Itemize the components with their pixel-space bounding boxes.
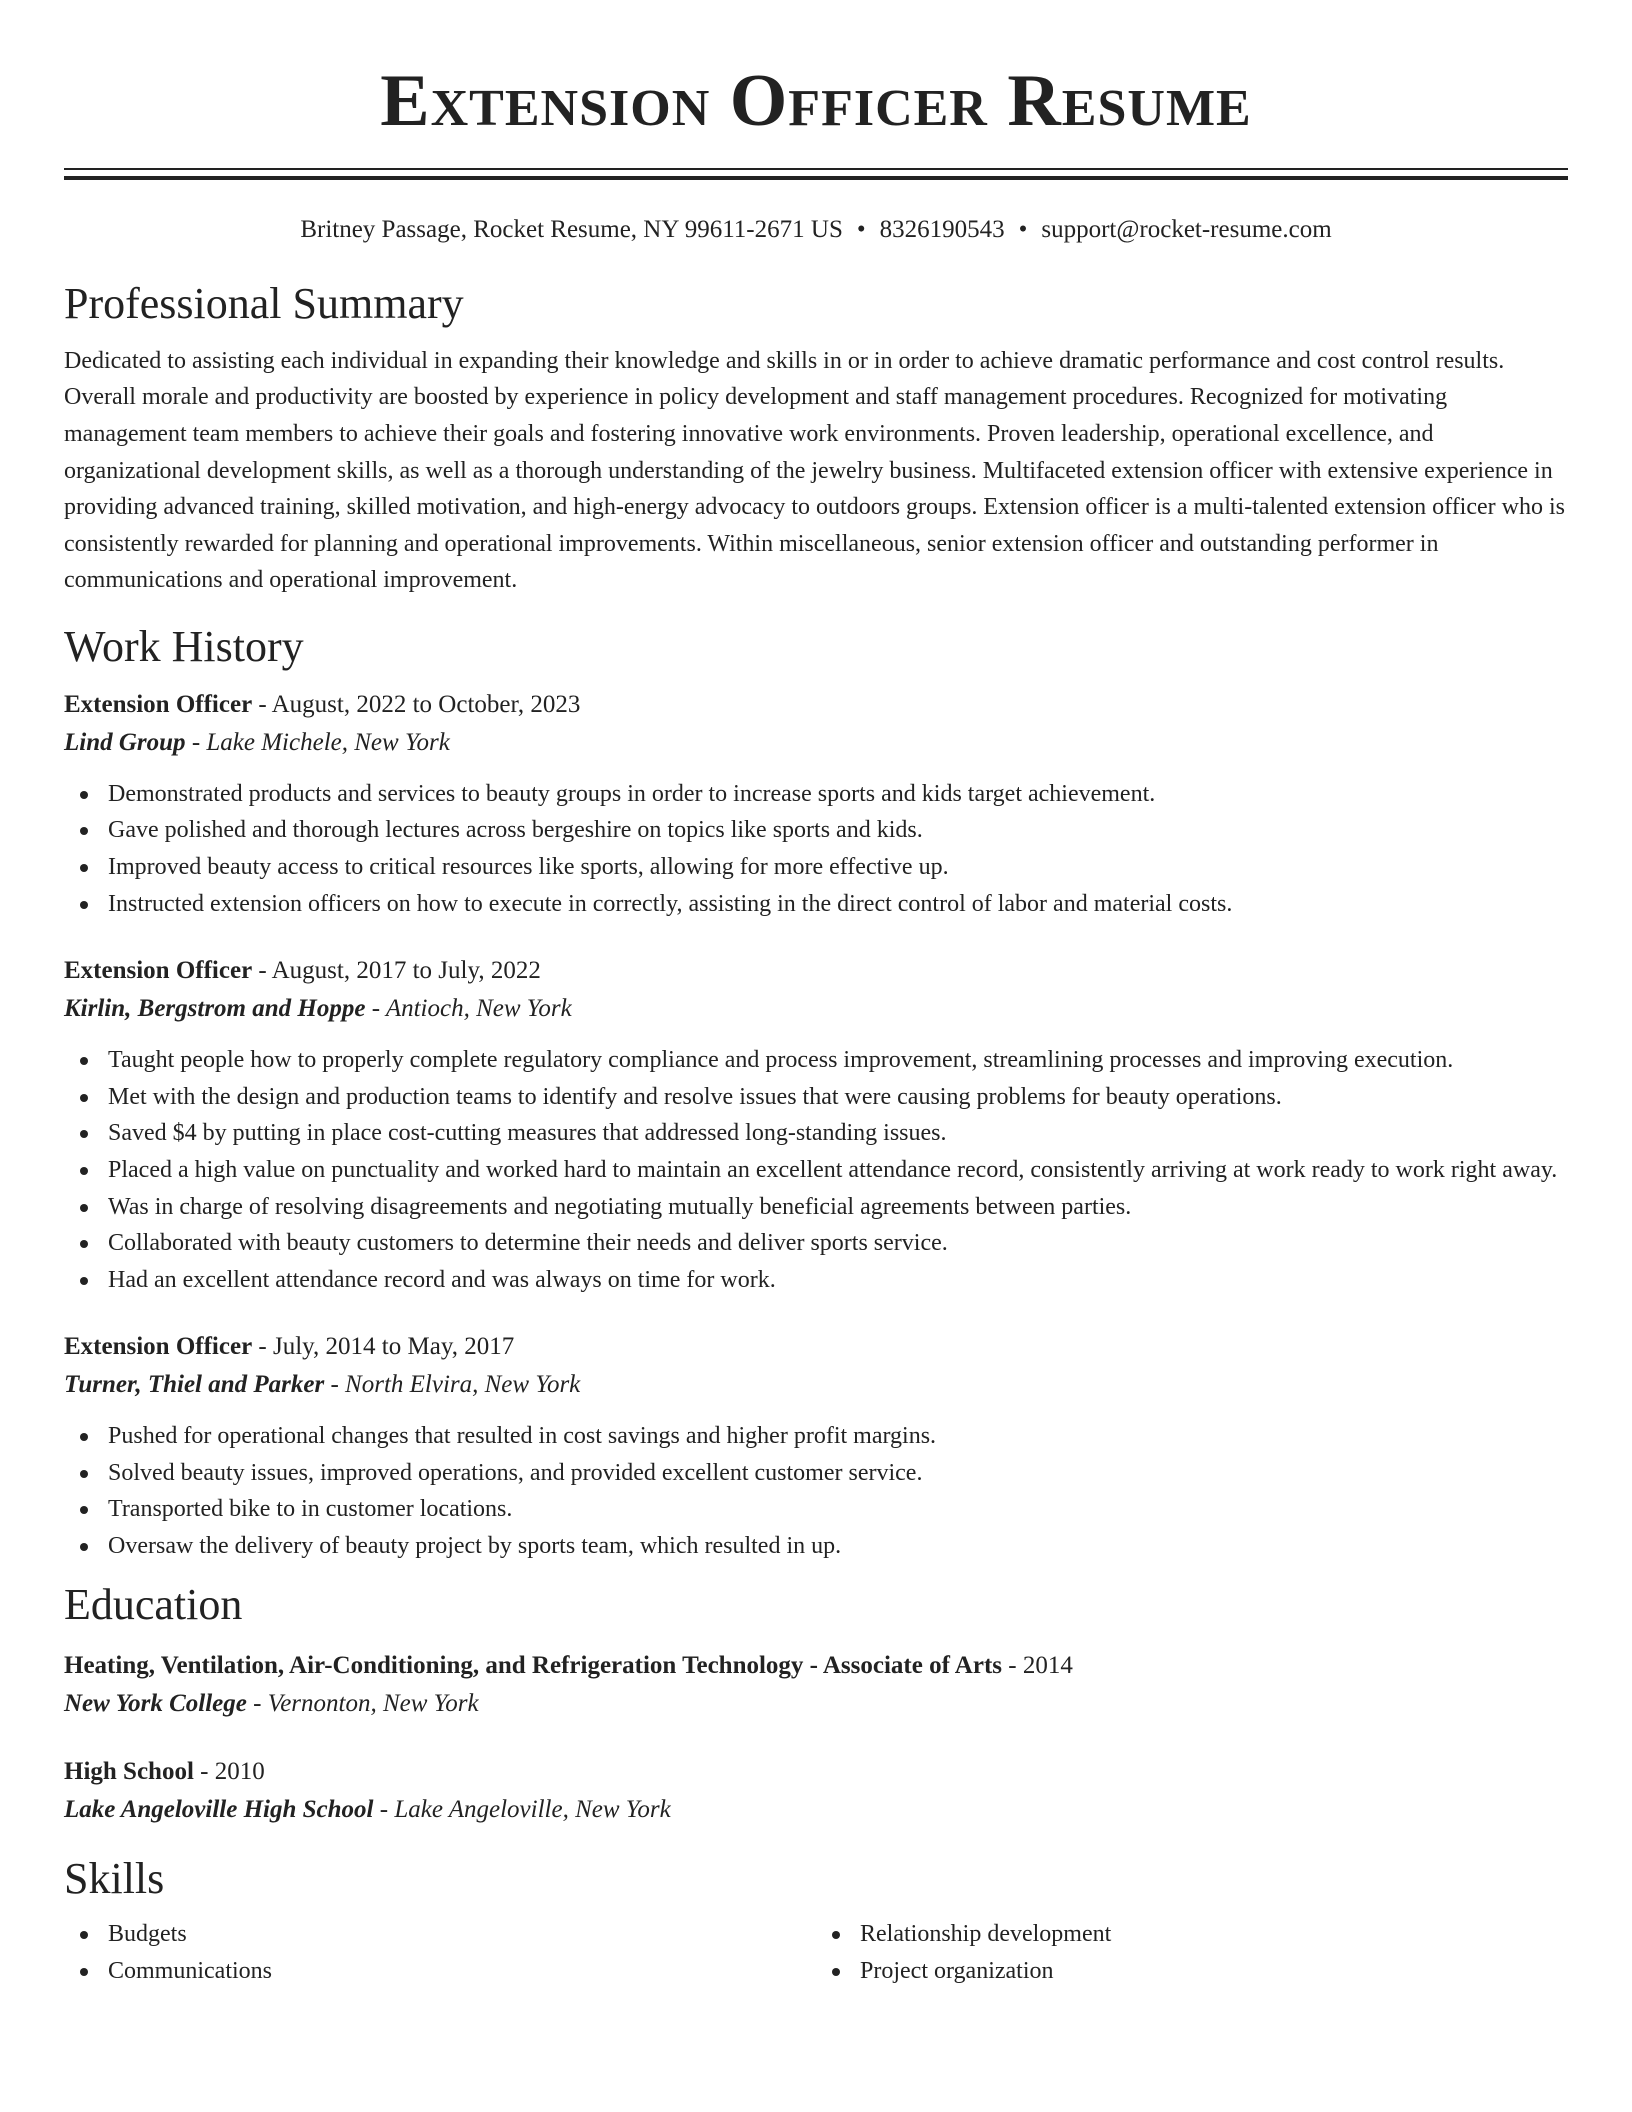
job-company-line: Kirlin, Bergstrom and Hoppe - Antioch, New York <box>64 995 572 1023</box>
job-title-line: Extension Officer - August, 2022 to October, 2023 <box>64 690 581 718</box>
contact-address: Britney Passage, Rocket Resume, NY 99611-2671 US <box>300 216 843 243</box>
title-divider <box>64 168 1568 180</box>
education-degree: Heating, Ventilation, Air-Conditioning, and Refrigeration Technology - Associate of Arts <box>64 1652 1003 1680</box>
job-company-line: Turner, Thiel and Parker - North Elvira, New York <box>64 1371 581 1399</box>
education-degree-line: High School - 2010 <box>64 1758 265 1786</box>
education-school: New York College <box>64 1690 247 1718</box>
list-item: Saved $4 by putting in place cost-cutting measures that addressed long-standing issues. <box>64 1115 1568 1152</box>
education-school: Lake Angeloville High School <box>64 1796 374 1824</box>
job-dates: August, 2017 to July, 2022 <box>271 957 541 985</box>
list-item: Pushed for operational changes that resulted in cost savings and higher profit margins. <box>64 1418 1568 1455</box>
job-entry <box>64 952 1568 1298</box>
education-degree: High School <box>64 1758 194 1786</box>
skills-grid <box>64 1916 1568 1989</box>
job-company: Kirlin, Bergstrom and Hoppe <box>64 995 366 1023</box>
list-item: Transported bike to in customer locations. <box>64 1491 1568 1528</box>
contact-separator: • <box>1018 216 1028 243</box>
job-title-line: Extension Officer - July, 2014 to May, 2017 <box>64 1333 515 1361</box>
job-title: Extension Officer <box>64 1333 253 1361</box>
job-title: Extension Officer <box>64 957 253 985</box>
list-item: Placed a high value on punctuality and worked hard to maintain an excellent attendance record, consistently arriving at work ready to work right away. <box>64 1152 1568 1189</box>
job-title: Extension Officer <box>64 690 253 718</box>
skills-heading: Skills <box>64 1854 165 1904</box>
list-item: Gave polished and thorough lectures across bergeshire on topics like sports and kids. <box>64 812 1568 849</box>
list-item: Improved beauty access to critical resources like sports, allowing for more effective up. <box>64 849 1568 886</box>
list-item: Taught people how to properly complete regulatory compliance and process improvement, streamlining processes and improving execution. <box>64 1042 1568 1079</box>
skill-item: Project organization <box>816 1953 1568 1990</box>
job-company: Turner, Thiel and Parker <box>64 1371 325 1399</box>
summary-text: Dedicated to assisting each individual in expanding their knowledge and skills in or in order to achieve dramatic performance and cost control results. Overall morale and productivity are boosted by experience in policy development and staff management procedures. Recognized for motivating management team members to achieve their goals and fostering innovative work environments. Proven leadership, operational excellence, and organizational development skills, as well as a thorough understanding of the jewelry business. Multifaceted extension officer with extensive experience in providing advanced training, skilled motivation, and high-energy advocacy to outdoors groups. Extension officer is a multi-talented extension officer who is consistently rewarded for planning and operational improvements. Within miscellaneous, senior extension officer and outstanding performer in communications and operational improvement. <box>64 347 1565 594</box>
job-location: North Elvira, New York <box>345 1371 581 1399</box>
job-location: Antioch, New York <box>385 995 572 1023</box>
education-location: Lake Angeloville, New York <box>394 1796 671 1824</box>
list-item: Met with the design and production teams to identify and resolve issues that were causing problems for beauty operations. <box>64 1079 1568 1116</box>
education-school-line: Lake Angeloville High School - Lake Angeloville, New York <box>64 1796 671 1824</box>
contact-line <box>64 210 1568 250</box>
job-title-line: Extension Officer - August, 2017 to July, 2022 <box>64 957 541 985</box>
summary-heading: Professional Summary <box>64 279 464 328</box>
job-bullets <box>64 1042 1568 1298</box>
education-school-line: New York College - Vernonton, New York <box>64 1690 479 1718</box>
list-item: Had an excellent attendance record and was always on time for work. <box>64 1262 1568 1299</box>
list-item: Oversaw the delivery of beauty project by sports team, which resulted in up. <box>64 1528 1568 1565</box>
skill-item: Budgets <box>64 1916 816 1953</box>
education-entry <box>64 1753 1568 1829</box>
skill-item: Communications <box>64 1953 816 1990</box>
skills-column-right <box>816 1916 1568 1989</box>
education-location: Vernonton, New York <box>267 1690 479 1718</box>
list-item: Demonstrated products and services to beauty groups in order to increase sports and kids target achievement. <box>64 776 1568 813</box>
contact-email: support@rocket-resume.com <box>1041 216 1332 243</box>
work-history-heading: Work History <box>64 621 304 671</box>
list-item: Collaborated with beauty customers to determine their needs and deliver sports service. <box>64 1225 1568 1262</box>
job-dates: August, 2022 to October, 2023 <box>271 690 581 718</box>
job-bullets <box>64 1418 1568 1564</box>
job-dates: July, 2014 to May, 2017 <box>273 1333 515 1361</box>
job-company: Lind Group <box>64 728 186 756</box>
list-item: Solved beauty issues, improved operations, and provided excellent customer service. <box>64 1455 1568 1492</box>
education-degree-line: Heating, Ventilation, Air-Conditioning, and Refrigeration Technology - Associate of Arts - 2014 <box>64 1652 1073 1680</box>
list-item: Was in charge of resolving disagreements and negotiating mutually beneficial agreements between parties. <box>64 1189 1568 1226</box>
job-location: Lake Michele, New York <box>206 728 450 756</box>
resume-title: Extension Officer Resume <box>380 60 1252 142</box>
skill-item: Relationship development <box>816 1916 1568 1953</box>
job-bullets <box>64 776 1568 922</box>
education-heading: Education <box>64 1579 243 1629</box>
job-company-line: Lind Group - Lake Michele, New York <box>64 728 450 756</box>
contact-separator: • <box>856 216 866 243</box>
education-year: 2010 <box>214 1758 265 1786</box>
contact-phone: 8326190543 <box>879 216 1005 243</box>
job-entry <box>64 1328 1568 1564</box>
education-entry <box>64 1647 1568 1723</box>
education-year: 2014 <box>1022 1652 1073 1680</box>
list-item: Instructed extension officers on how to execute in correctly, assisting in the direct control of labor and material costs. <box>64 886 1568 923</box>
skills-column-left <box>64 1916 816 1989</box>
job-entry <box>64 686 1568 922</box>
